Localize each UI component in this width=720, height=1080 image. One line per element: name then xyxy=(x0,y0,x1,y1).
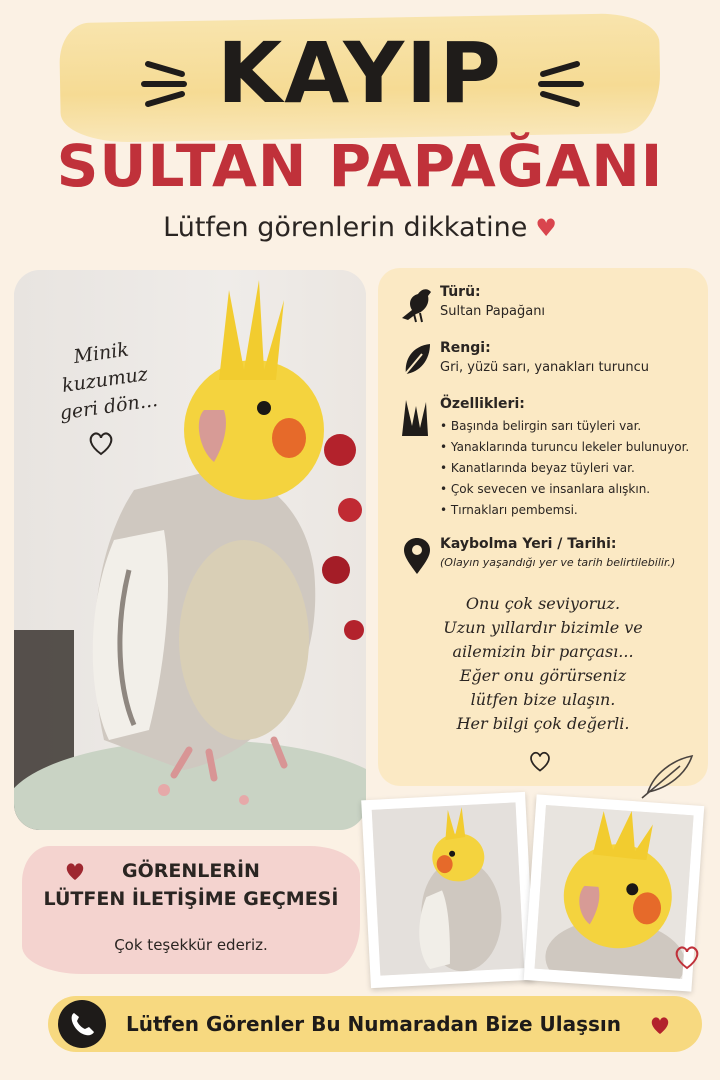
location-hint: (Olayın yaşandığı yer ve tarih belirtilebilir.) xyxy=(440,556,676,569)
poster-subtitle: SULTAN PAPAĞANI xyxy=(56,132,664,200)
heart-outline-icon xyxy=(86,428,116,458)
contact-line-2: LÜTFEN İLETİŞİME GEÇMESİ xyxy=(43,888,339,910)
polaroid-photo-1 xyxy=(361,792,535,988)
list-item: • Başında belirgin sarı tüyleri var. xyxy=(440,416,689,437)
feather-icon xyxy=(398,340,436,380)
message-line: ailemizin bir parçası... xyxy=(452,642,634,661)
bird-icon xyxy=(398,284,436,324)
location-label: Kaybolma Yeri / Tarihi: xyxy=(440,536,617,552)
contact-line-1: GÖRENLERİN xyxy=(122,860,260,882)
list-item: • Tırnakları pembemsi. xyxy=(440,500,689,521)
grass-icon xyxy=(398,396,436,436)
poster-title: KAYIP xyxy=(217,24,503,122)
message-line: Uzun yıllardır bizimle ve xyxy=(443,618,643,637)
love-message xyxy=(388,592,698,736)
poster-tagline xyxy=(0,212,720,243)
heart-icon xyxy=(648,1014,672,1036)
list-item: • Yanaklarında turuncu lekeler bulunuyor. xyxy=(440,437,689,458)
thanks-text: Çok teşekkür ederiz. xyxy=(114,936,268,954)
message-line: Onu çok seviyoruz. xyxy=(465,594,621,613)
note-line: geri dön... xyxy=(58,388,160,425)
color-value: Gri, yüzü sarı, yanakları turuncu xyxy=(440,360,649,375)
feather-sketch-icon xyxy=(640,752,696,800)
message-line: lütfen bize ulaşın. xyxy=(470,690,616,709)
footer-text: Lütfen Görenler Bu Numaradan Bize Ulaşsın xyxy=(126,1012,621,1036)
location-pin-icon xyxy=(398,536,436,576)
list-item: • Kanatlarında beyaz tüyleri var. xyxy=(440,458,689,479)
species-value: Sultan Papağanı xyxy=(440,304,546,319)
features-list xyxy=(440,416,689,521)
message-line: Eğer onu görürseniz xyxy=(459,666,627,685)
note-line: Minik xyxy=(72,338,131,369)
heart-outline-icon xyxy=(672,942,702,972)
list-item: • Çok sevecen ve insanlara alışkın. xyxy=(440,479,689,500)
heart-outline-icon xyxy=(527,748,553,774)
phone-icon xyxy=(58,1000,106,1048)
cockatiel-illustration xyxy=(372,802,524,975)
heart-icon: ♥ xyxy=(535,214,557,242)
message-line: Her bilgi çok değerli. xyxy=(456,714,630,733)
cockatiel-illustration xyxy=(535,805,694,979)
color-label: Rengi: xyxy=(440,340,491,356)
features-label: Özellikleri: xyxy=(440,396,525,412)
contact-request-box xyxy=(22,846,360,974)
note-line: kuzumuz xyxy=(60,363,150,397)
species-label: Türü: xyxy=(440,284,481,300)
tagline-text: Lütfen görenlerin dikkatine xyxy=(163,212,528,243)
